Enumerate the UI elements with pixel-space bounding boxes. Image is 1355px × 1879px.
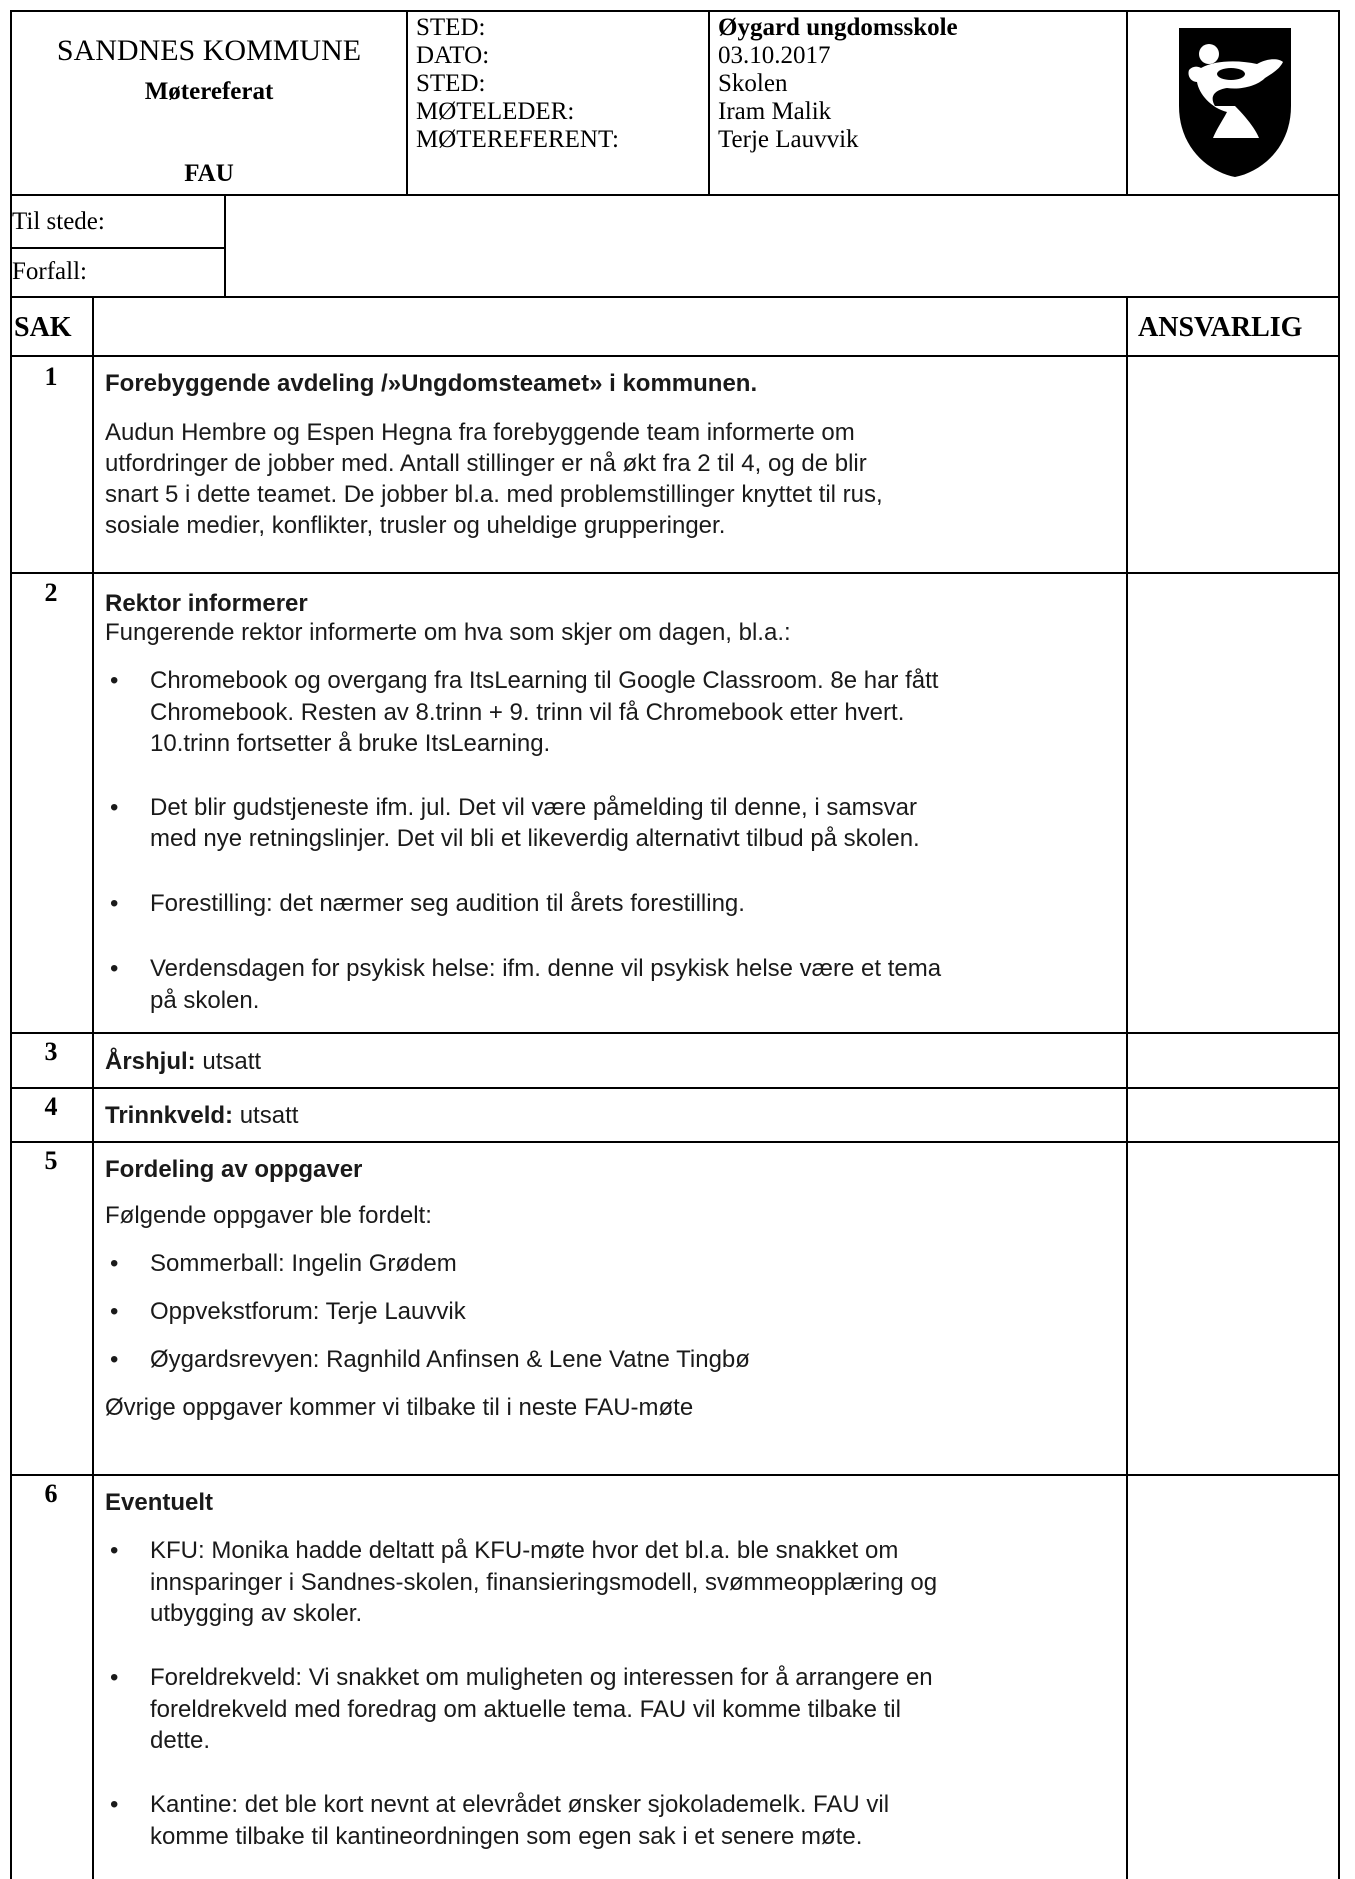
item-title-line (105, 1046, 261, 1078)
bullet-text-line: Det blir gudstjeneste ifm. jul. Det vil være påmelding til denne, i samsvar (150, 794, 917, 821)
present-label: Til stede: (12, 208, 105, 235)
bullet-text-line: innsparinger i Sandnes-skolen, finansieringsmodell, svømmeopplæring og (150, 1569, 938, 1596)
bullet: • (110, 890, 119, 917)
table-border (406, 10, 408, 195)
bullet-text-line: KFU: Monika hadde deltatt på KFU-møte hvor det bl.a. ble snakket om (150, 1537, 899, 1564)
table-border (10, 247, 225, 249)
responsible-column-header: ANSVARLIG (1138, 312, 1303, 343)
field-label: MØTEREFERENT: (416, 126, 619, 153)
bullet-text-line: Chromebook. Resten av 8.trinn + 9. trinn vil få Chromebook etter hvert. (150, 699, 905, 726)
item-text-line: utfordringer de jobber med. Antall stillinger er nå økt fra 2 til 4, og de blir (105, 450, 867, 477)
item-text-line: Audun Hembre og Espen Hegna fra forebyggende team informerte om (105, 419, 855, 446)
bullet: • (110, 1298, 119, 1325)
field-label: MØTELEDER: (416, 98, 575, 125)
bullet: • (110, 1791, 119, 1818)
item-number: 4 (44, 1092, 58, 1121)
case-column-header: SAK (14, 312, 72, 343)
item-intro: Følgende oppgaver ble fordelt: (105, 1202, 432, 1229)
table-border (10, 296, 1340, 298)
item-title: Fordeling av oppgaver (105, 1156, 363, 1183)
school-name: Øygard ungdomsskole (718, 14, 958, 41)
field-label: STED: (416, 70, 486, 97)
minute-taker: Terje Lauvvik (718, 126, 859, 153)
bullet-text-line: Chromebook og overgang fra ItsLearning til Google Classroom. 8e har fått (150, 667, 939, 694)
table-border (10, 572, 1340, 574)
table-border (10, 1032, 1340, 1034)
bullet-text-line: Verdensdagen for psykisk helse: ifm. denne vil psykisk helse være et tema (150, 955, 942, 982)
item-title: Rektor informerer (105, 590, 308, 617)
table-border (10, 10, 12, 1879)
bullet-text-line: på skolen. (150, 987, 260, 1014)
bullet-text-line: med nye retningslinjer. Det vil bli et likeverdig alternativt tilbud på skolen. (150, 825, 920, 852)
bullet-text-line: Sommerball: Ingelin Grødem (150, 1250, 457, 1277)
meeting-date: 03.10.2017 (718, 42, 831, 69)
item-status: utsatt (195, 1048, 262, 1075)
item-number: 1 (44, 362, 58, 391)
table-border (10, 194, 1340, 196)
item-status: utsatt (233, 1102, 299, 1129)
bullet-text-line: foreldrekveld med foredrag om aktuelle tema. FAU vil komme tilbake til (150, 1696, 901, 1723)
meeting-leader: Iram Malik (718, 98, 832, 125)
org-name: SANDNES KOMMUNE (56, 34, 362, 67)
item-title: Eventuelt (105, 1489, 214, 1516)
table-border (10, 1141, 1340, 1143)
absent-label: Forfall: (12, 258, 87, 285)
bullet-text-line: Oppvekstforum: Terje Lauvvik (150, 1298, 466, 1325)
bullet-text-line: Forestilling: det nærmer seg audition til årets forestilling. (150, 890, 745, 917)
item-number: 5 (44, 1146, 58, 1175)
meeting-place: Skolen (718, 70, 788, 97)
table-border (10, 1474, 1340, 1476)
committee-name: FAU (184, 160, 234, 187)
bullet: • (110, 955, 119, 982)
bullet-text-line: Kantine: det ble kort nevnt at elevrådet ønsker sjokolademelk. FAU vil (150, 1791, 890, 1818)
table-border (708, 10, 710, 195)
item-outro: Øvrige oppgaver kommer vi tilbake til i neste FAU-møte (105, 1394, 694, 1421)
bullet: • (110, 667, 119, 694)
bullet-text-line: utbygging av skoler. (150, 1600, 363, 1627)
table-border (10, 1087, 1340, 1089)
item-intro: Fungerende rektor informerte om hva som skjer om dagen, bl.a.: (105, 619, 791, 646)
table-border (224, 194, 226, 297)
bullet-text-line: dette. (150, 1727, 211, 1754)
item-title: Årshjul: (105, 1048, 196, 1075)
table-border (1338, 10, 1340, 1879)
coat-of-arms-icon (1175, 24, 1295, 179)
item-title-line (105, 1100, 298, 1132)
item-text-line: sosiale medier, konflikter, trusler og uheldige grupperinger. (105, 512, 726, 539)
item-title: Forebyggende avdeling /»Ungdomsteamet» i kommunen. (105, 370, 758, 397)
item-number: 6 (44, 1479, 58, 1508)
item-text-line: snart 5 i dette teamet. De jobber bl.a. med problemstillinger knyttet til rus, (105, 481, 883, 508)
bullet: • (110, 1346, 119, 1373)
bullet: • (110, 1664, 119, 1691)
table-border (10, 355, 1340, 357)
item-title: Trinnkveld: (105, 1102, 234, 1129)
bullet: • (110, 1250, 119, 1277)
table-border (1126, 10, 1128, 195)
field-label: STED: (416, 14, 486, 41)
item-number: 3 (44, 1037, 58, 1066)
bullet: • (110, 1537, 119, 1564)
bullet-text-line: 10.trinn fortsetter å bruke ItsLearning. (150, 730, 551, 757)
bullet: • (110, 794, 119, 821)
table-border (10, 10, 1340, 12)
bullet-text-line: Foreldrekveld: Vi snakket om muligheten og interessen for å arrangere en (150, 1664, 933, 1691)
bullet-text-line: Øygardsrevyen: Ragnhild Anfinsen & Lene Vatne Tingbø (150, 1346, 750, 1373)
document-type: Møtereferat (144, 78, 274, 105)
field-label: DATO: (416, 42, 490, 69)
bullet-text-line: komme tilbake til kantineordningen som egen sak i et senere møte. (150, 1823, 863, 1850)
item-number: 2 (44, 578, 58, 607)
